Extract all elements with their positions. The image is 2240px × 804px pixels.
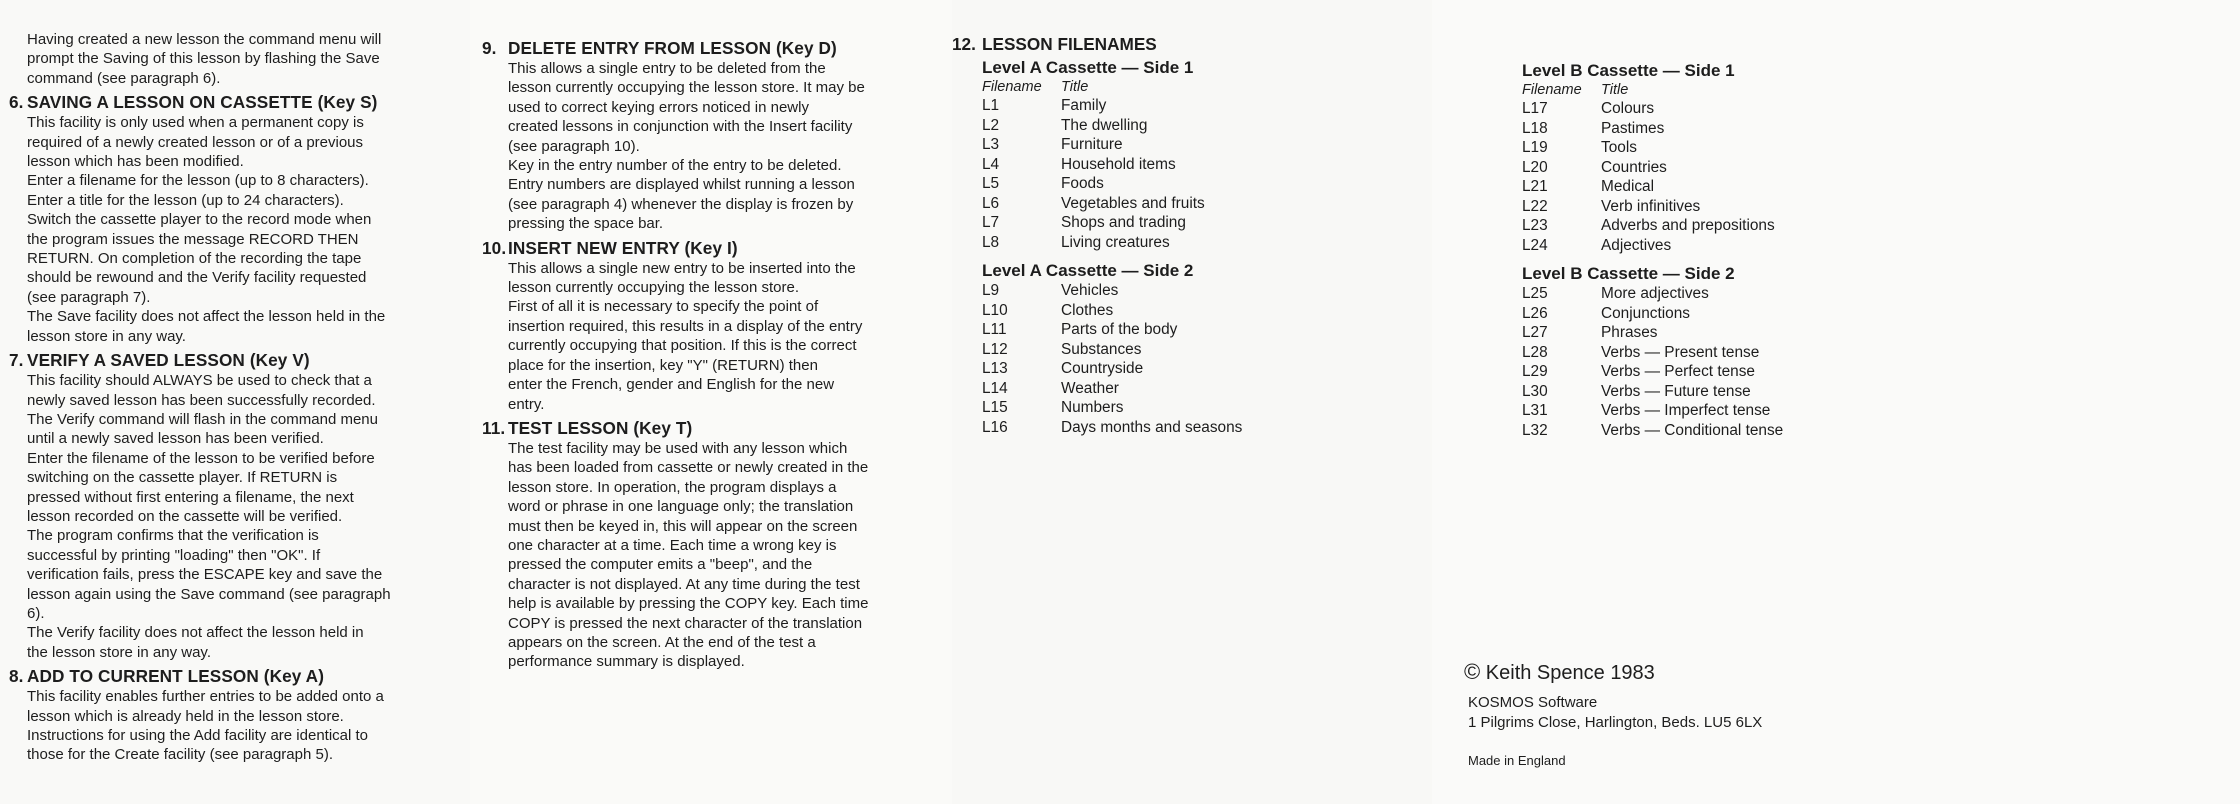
lesson-title: Verbs — Conditional tense [1601,421,1784,439]
list-item [982,155,1422,175]
section-text-line: (see paragraph 4) whenever the display is frozen by [508,195,854,213]
section-text-line: Switch the cassette player to the record mode when [27,211,372,229]
section-text-line: help is available by pressing the COPY key. Each time [508,595,869,613]
lesson-filename: L31 [1522,402,1548,419]
list-item [1522,177,2220,197]
lesson-filename: L15 [982,399,1008,416]
section-title: DELETE ENTRY FROM LESSON (Key D) [508,38,837,58]
section-text-line: currently occupying that position. If this is the correct [508,337,857,355]
lesson-title: Countryside [1061,360,1144,377]
list-item [982,213,1422,233]
list-item [982,379,1422,399]
section-text-line: verification fails, press the ESCAPE key and save the [27,566,383,584]
section-text-line: The Verify facility does not affect the lesson held in [27,624,364,642]
section-list [482,38,930,672]
section-number: 12. [952,34,976,54]
list-item [1522,99,2220,119]
lesson-filename: L10 [982,301,1008,319]
lesson-title: Verbs — Perfect tense [1601,363,1755,380]
list-item [982,359,1422,379]
lesson-filename: L1 [982,97,1000,114]
list-item [1522,362,2220,382]
intro-line: Having created a new lesson the command menu will [27,31,382,48]
lesson-title: Living creatures [1061,233,1170,251]
section-text-line: This facility is only used when a permanent copy is [27,114,364,132]
section-text-line: one character at a time. Each time a wrong key is [508,536,837,554]
lesson-filename: L9 [982,282,1000,299]
lesson-filename: L3 [982,136,1000,153]
section [9,666,452,765]
list-item [1522,216,2220,236]
section-heading [482,38,930,59]
column-header [1522,81,2220,99]
list-item [982,135,1422,155]
lesson-title: Medical [1601,178,1655,195]
list-item [982,96,1422,116]
lesson-filename: L32 [1522,421,1548,439]
lesson-filename: L21 [1522,178,1548,195]
lesson-title: Verbs — Present tense [1601,343,1760,361]
lesson-title: Phrases [1601,324,1658,341]
group-spacer [1476,255,2220,261]
section-text-line: created lessons in conjunction with the Insert facility [508,118,853,136]
intro-line: prompt the Saving of this lesson by flashing the Save [27,50,380,68]
lesson-filename: L11 [982,321,1007,338]
list-item [1522,421,2220,441]
section-text-line: pressed without first entering a filename, the next [27,488,354,506]
lesson-filenames-heading [952,34,1422,55]
lesson-title: Colours [1601,100,1655,117]
lesson-filename: L19 [1522,139,1548,156]
section-text-line: has been loaded from cassette or newly created in the [508,459,869,477]
lesson-title: Clothes [1061,301,1114,319]
section-text-line: Enter a filename for the lesson (up to 8 characters). [27,172,369,190]
section-text-line: entry. [508,395,545,413]
list-item [1522,197,2220,217]
list-item [1522,284,2220,304]
lesson-filename: L5 [982,175,1000,192]
section-text-line: used to correct keying errors noticed in newly [508,98,809,116]
lesson-title: Days months and seasons [1061,418,1243,436]
section-text-line: (see paragraph 10). [508,137,640,155]
lesson-filename: L12 [982,340,1008,358]
section-text-line: word or phrase in one language only; the translation [508,498,854,516]
lesson-filename: L26 [1522,304,1548,322]
section-title: LESSON FILENAMES [982,34,1157,54]
column-header-filename: Filename [982,79,1042,95]
section-text-line: The Verify command will flash in the command menu [27,410,378,428]
section-text-line: lesson store in any way. [27,327,186,345]
section-text-line: newly saved lesson has been successfully recorded. [27,391,376,409]
list-item [982,174,1422,194]
lesson-title: Countries [1601,158,1667,176]
section-text-line: lesson currently occupying the lesson store. It may be [508,79,865,97]
lesson-filename: L4 [982,155,1000,173]
section-text-line: must then be keyed in, this will appear on the screen [508,517,858,535]
lesson-title: Shops and trading [1061,214,1186,231]
cassette-side-heading: Level B Cassette — Side 2 [1522,264,1735,283]
cassette-side-heading: Level A Cassette — Side 2 [982,261,1194,280]
section-text-line: This allows a single entry to be deleted from the [508,60,826,77]
list-item [1522,158,2220,178]
lesson-title: Adverbs and prepositions [1601,217,1775,234]
lesson-filename: L16 [982,418,1008,436]
lesson-filename: L8 [982,233,1000,251]
lesson-title: Verbs — Imperfect tense [1601,402,1771,419]
lesson-filename: L29 [1522,363,1548,380]
section-text-line: This facility enables further entries to be added onto a [27,688,384,706]
lesson-filename: L18 [1522,119,1548,137]
lesson-filename: L2 [982,116,1000,134]
section-text-line: Enter the filename of the lesson to be verified before [27,449,375,467]
section-text-line: The test facility may be used with any lesson which [508,439,848,457]
section-text-line: lesson again using the Save command (see paragraph [27,585,391,603]
list-item [1522,323,2220,343]
section-text-line: switching on the cassette player. If RETURN is [27,469,338,487]
cassette-side-heading: Level A Cassette — Side 1 [982,58,1194,77]
section-number: 9. [482,38,497,58]
lesson-title: Tools [1601,139,1637,156]
list-item [1522,343,2220,363]
lesson-filename: L28 [1522,343,1548,361]
lesson-title: Household items [1061,155,1176,173]
section-text-line: This allows a single new entry to be inserted into the [508,259,856,277]
lesson-title: Conjunctions [1601,304,1690,322]
section-text-line: lesson which has been modified. [27,153,244,171]
lesson-filename: L24 [1522,236,1548,254]
intro-line: command (see paragraph 6). [27,69,221,87]
section-heading [482,418,930,439]
lesson-title: Verb infinitives [1601,197,1701,215]
section-text-line: those for the Create facility (see paragraph 5). [27,746,333,764]
section-title: TEST LESSON (Key T) [508,417,693,438]
section-text-line: Entry numbers are displayed whilst running a lesson [508,176,855,194]
section-text-line: Key in the entry number of the entry to be deleted. [508,157,842,175]
section-text-line: required of a newly created lesson or of a previous [27,133,364,151]
lesson-title: Adjectives [1601,236,1672,254]
lesson-filename: L17 [1522,100,1548,117]
section [482,38,930,234]
list-item [1522,401,2220,421]
section [482,418,930,672]
section-number: 10. [482,237,507,258]
section-title: SAVING A LESSON ON CASSETTE (Key S) [27,92,378,113]
lesson-title: Furniture [1061,136,1123,153]
section-text-line: RETURN. On completion of the recording the tape [27,250,362,268]
section-list [9,92,452,765]
section [9,350,452,662]
list-item [1522,138,2220,158]
section-text-line: performance summary is displayed. [508,653,745,671]
list-item [982,398,1422,418]
section-text-line: enter the French, gender and English for the new [508,376,835,394]
section-title: ADD TO CURRENT LESSON (Key A) [27,666,325,687]
section-text-line: The Save facility does not affect the lesson held in the [27,308,386,326]
list-item [982,418,1422,438]
lesson-filename: L6 [982,194,1000,212]
section-heading [9,92,452,113]
lesson-title: Substances [1061,340,1142,358]
made-in-label: Made in England [1468,753,1566,768]
section-text-line: lesson currently occupying the lesson store. [508,279,799,297]
lesson-title: Foods [1061,175,1104,192]
column-header-filename: Filename [1522,82,1582,98]
section-text-line: First of all it is necessary to specify the point of [508,298,819,316]
column-header [982,78,1422,96]
copyright-line [1464,660,1655,685]
list-item [982,116,1422,136]
lesson-title: More adjectives [1601,285,1709,302]
section-text-line: place for the insertion, key "Y" (RETURN) then [508,356,818,374]
lesson-filename: L20 [1522,158,1548,176]
lesson-title: Numbers [1061,399,1124,416]
section-text-line: (see paragraph 7). [27,288,151,306]
filename-groups [1476,60,2220,440]
section-text-line: until a newly saved lesson has been verified. [27,430,324,448]
lesson-filename: L23 [1522,217,1548,234]
list-item [982,301,1422,321]
list-item [982,340,1422,360]
section-heading [482,238,930,259]
section-text-line: pressing the space bar. [508,215,664,233]
lesson-title: Parts of the body [1061,321,1178,338]
section-text-line: This facility should ALWAYS be used to check that a [27,372,372,390]
section-text-line: 6). [27,604,45,622]
section-heading [9,350,452,371]
list-item [982,233,1422,253]
lesson-title: Vegetables and fruits [1061,194,1205,212]
section-text-line: successful by printing "loading" then "OK". If [27,546,321,564]
list-item [982,320,1422,340]
copyright-symbol: © [1464,659,1481,684]
section-text-line: the lesson store in any way. [27,643,211,661]
lesson-title: The dwelling [1061,116,1148,134]
section [482,238,930,414]
group-spacer [952,252,1422,258]
list-item [1522,236,2220,256]
panel-lesson-filenames-a [952,0,1432,804]
publisher-address: 1 Pilgrims Close, Harlington, Beds. LU5 6LX [1468,714,1763,731]
column-header-title: Title [1601,82,1629,98]
section-text-line: appears on the screen. At the end of the test a [508,633,816,651]
section-title: INSERT NEW ENTRY (Key I) [508,237,738,258]
intro-paragraph [9,30,452,88]
lesson-title: Pastimes [1601,119,1665,137]
section-text-line: the program issues the message RECORD THEN [27,230,359,248]
section-text-line: pressed the computer emits a "beep", and the [508,556,813,574]
publisher-block [1468,693,1762,733]
list-item [982,194,1422,214]
section-text-line: lesson recorded on the cassette will be verified. [27,507,343,525]
lesson-filename: L27 [1522,324,1548,341]
copyright-text: Keith Spence 1983 [1485,662,1655,684]
section-text-line: lesson store. In operation, the program displays a [508,478,837,496]
lesson-title: Family [1061,97,1107,114]
section-text-line: character is not displayed. At any time during the test [508,575,860,593]
lesson-title: Weather [1061,379,1119,397]
section-text-line: lesson which is already held in the lesson store. [27,707,344,725]
list-item [1522,119,2220,139]
lesson-filename: L13 [982,360,1008,377]
section-title: VERIFY A SAVED LESSON (Key V) [27,350,310,371]
column-header-title: Title [1061,79,1089,95]
section-text-line: The program confirms that the verification is [27,527,319,545]
publisher-name: KOSMOS Software [1468,694,1598,711]
section-text-line: should be rewound and the Verify facility requested [27,269,367,287]
lesson-filename: L14 [982,379,1008,397]
section-text-line: Enter a title for the lesson (up to 24 characters). [27,191,344,209]
cassette-side-heading: Level B Cassette — Side 1 [1522,61,1735,80]
lesson-filename: L30 [1522,382,1548,400]
list-item [1522,382,2220,402]
lesson-filename: L7 [982,214,1000,231]
section-text-line: Instructions for using the Add facility are identical to [27,727,369,744]
list-item [982,281,1422,301]
lesson-filename: L25 [1522,285,1548,302]
panel-instructions-middle [470,0,952,804]
lesson-title: Verbs — Future tense [1601,382,1751,400]
section-number: 6. [9,92,24,113]
list-item [1522,304,2220,324]
section [9,92,452,346]
section-number: 8. [9,666,24,687]
lesson-filename: L22 [1522,197,1548,215]
section-heading [9,666,452,687]
section-text-line: insertion required, this results in a display of the entry [508,317,863,335]
panel-instructions-left [0,0,470,804]
section-number: 7. [9,350,24,371]
section-number: 11. [482,417,506,438]
section-text-line: COPY is pressed the next character of the translation [508,614,863,632]
filename-groups [952,57,1422,437]
lesson-title: Vehicles [1061,282,1119,299]
